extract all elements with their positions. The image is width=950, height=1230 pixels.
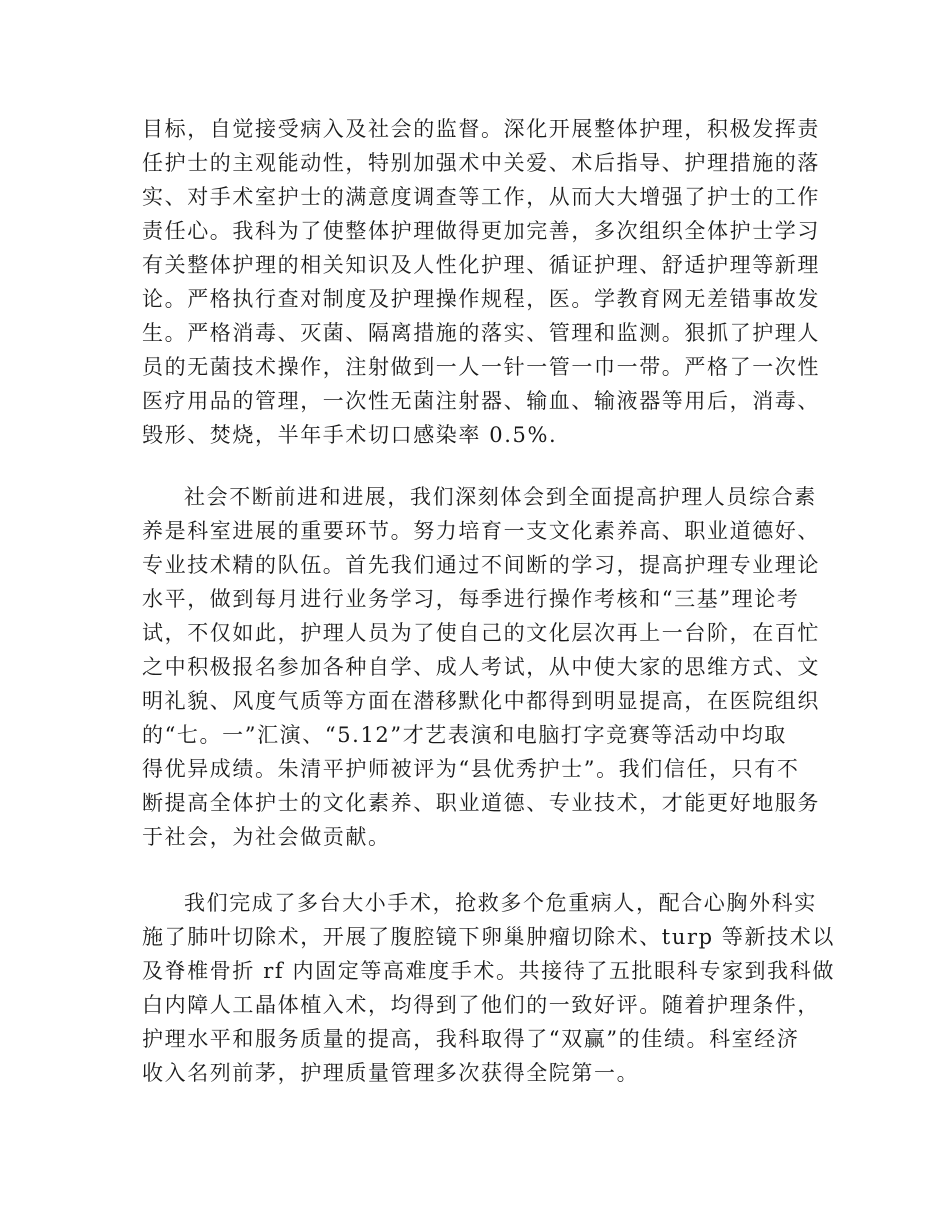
text-line: 收入名列前茅，护理质量管理多次获得全院第一。: [142, 1061, 640, 1085]
text-line: 水平，做到每月进行业务学习，每季进行操作考核和“三基”理论考: [142, 587, 800, 611]
text-line: 任护士的主观能动性，特别加强术中关爱、术后指导、护理措施的落: [142, 151, 820, 175]
text-line: 医疗用品的管理，一次性无菌注射器、输血、输液器等用后，消毒、: [142, 389, 820, 413]
text-line: 明礼貌、风度气质等方面在潜移默化中都得到明显提高，在医院组织: [142, 689, 820, 713]
text-line: 断提高全体护士的文化素养、职业道德、专业技术，才能更好地服务: [142, 791, 820, 815]
text-line: 白内障人工晶体植入术，均得到了他们的一致好评。随着护理条件，: [142, 993, 820, 1017]
text-line: 毁形、焚烧，半年手术切口感染率 0.5%.: [142, 423, 558, 447]
text-line: 于社会，为社会做贡献。: [142, 825, 391, 849]
text-line: 及脊椎骨折 rf 内固定等高难度手术。共接待了五批眼科专家到我科做: [142, 959, 835, 983]
paragraph-nursing-management: [142, 112, 820, 452]
paragraph-surgical-achievements: [142, 886, 835, 1090]
text-line: 有关整体护理的相关知识及人性化护理、循证护理、舒适护理等新理: [142, 253, 820, 277]
text-line: 实、对手术室护士的满意度调查等工作，从而大大增强了护士的工作: [142, 185, 820, 209]
text-line: 施了肺叶切除术，开展了腹腔镜下卵巢肿瘤切除术、turp 等新技术以: [142, 925, 835, 949]
text-line: 的“七。一”汇演、“5.12”才艺表演和电脑打字竞赛等活动中均取: [142, 723, 787, 747]
text-line: 护理水平和服务质量的提高，我科取得了“双赢”的佳绩。科室经济: [142, 1027, 800, 1051]
text-line: 论。严格执行查对制度及护理操作规程，医。学教育网无差错事故发: [142, 287, 820, 311]
text-line-first: 社会不断前进和进展，我们深刻体会到全面提高护理人员综合素: [184, 485, 817, 509]
text-line: 之中积极报名参加各种自学、成人考试，从中使大家的思维方式、文: [142, 655, 820, 679]
text-line: 养是科室进展的重要环节。努力培育一支文化素养高、职业道德好、: [142, 519, 820, 543]
text-line: 生。严格消毒、灭菌、隔离措施的落实、管理和监测。狠抓了护理人: [142, 321, 820, 345]
text-line: 员的无菌技术操作，注射做到一人一针一管一巾一带。严格了一次性: [142, 355, 820, 379]
text-line: 目标，自觉接受病入及社会的监督。深化开展整体护理，积极发挥责: [142, 117, 820, 141]
text-line: 试，不仅如此，护理人员为了使自己的文化层次再上一台阶，在百忙: [142, 621, 820, 645]
paragraph-staff-development: [142, 480, 820, 854]
text-line: 责任心。我科为了使整体护理做得更加完善，多次组织全体护士学习: [142, 219, 820, 243]
text-line: 得优异成绩。朱清平护师被评为“县优秀护士”。我们信任，只有不: [142, 757, 800, 781]
text-line-first: 我们完成了多台大小手术，抢救多个危重病人，配合心胸外科实: [184, 891, 817, 915]
text-line: 专业技术精的队伍。首先我们通过不间断的学习，提高护理专业理论: [142, 553, 820, 577]
